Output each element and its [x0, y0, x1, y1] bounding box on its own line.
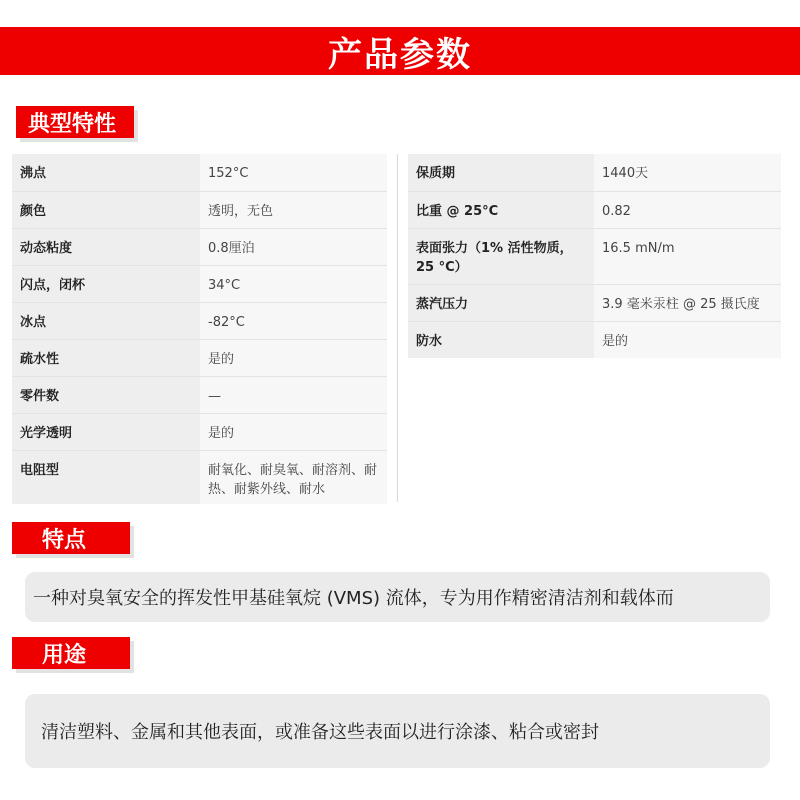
spec-label: 蒸汽压力: [408, 284, 594, 321]
page-title: 产品参数: [328, 34, 472, 75]
spec-label: 防水: [408, 321, 594, 358]
spec-value: 耐氧化、耐臭氧、耐溶剂、耐热、耐紫外线、耐水: [200, 450, 387, 504]
spec-table-right: [408, 154, 781, 358]
spec-label: 表面张力（1% 活性物质，25 °C）: [408, 228, 594, 284]
spec-label: 保质期: [408, 154, 594, 191]
spec-label: 冰点: [12, 302, 200, 339]
spec-value: 34°C: [200, 265, 387, 302]
spec-value: 是的: [200, 339, 387, 376]
spec-value: 0.8厘泊: [200, 228, 387, 265]
section-heading-features: 特点: [12, 522, 130, 554]
spec-value: 是的: [200, 413, 387, 450]
spec-label: 颜色: [12, 191, 200, 228]
spec-label: 疏水性: [12, 339, 200, 376]
table-row: [12, 191, 387, 228]
spec-label: 电阻型: [12, 450, 200, 504]
uses-description: 清洁塑料、金属和其他表面，或准备这些表面以进行涂漆、粘合或密封: [25, 694, 770, 768]
spec-value: 透明，无色: [200, 191, 387, 228]
section-heading-typical: 典型特性: [16, 106, 134, 138]
table-row: [408, 284, 781, 321]
table-row: [12, 376, 387, 413]
spec-value: 1440天: [594, 154, 781, 191]
column-divider: [397, 154, 398, 502]
spec-label: 光学透明: [12, 413, 200, 450]
table-row: [408, 154, 781, 191]
spec-value: —: [200, 376, 387, 413]
spec-label: 比重 @ 25°C: [408, 191, 594, 228]
table-row: [12, 228, 387, 265]
spec-table-left: [12, 154, 387, 504]
table-row: [408, 191, 781, 228]
table-row: [408, 321, 781, 358]
table-row: [12, 450, 387, 504]
section-heading-uses: 用途: [12, 637, 130, 669]
spec-value: 152°C: [200, 154, 387, 191]
spec-value: 0.82: [594, 191, 781, 228]
spec-label: 动态粘度: [12, 228, 200, 265]
spec-value: 3.9 毫米汞柱 @ 25 摄氏度: [594, 284, 781, 321]
spec-label: 闪点，闭杯: [12, 265, 200, 302]
table-row: [12, 302, 387, 339]
table-row: [12, 265, 387, 302]
table-row: [408, 228, 781, 284]
table-row: [12, 154, 387, 191]
features-description: 一种对臭氧安全的挥发性甲基硅氧烷 (VMS) 流体，专为用作精密清洁剂和载体而: [25, 572, 770, 622]
table-row: [12, 413, 387, 450]
spec-label: 沸点: [12, 154, 200, 191]
table-row: [12, 339, 387, 376]
spec-value: -82°C: [200, 302, 387, 339]
spec-label: 零件数: [12, 376, 200, 413]
header-banner: [0, 27, 800, 75]
spec-value: 是的: [594, 321, 781, 358]
spec-value: 16.5 mN/m: [594, 228, 781, 284]
